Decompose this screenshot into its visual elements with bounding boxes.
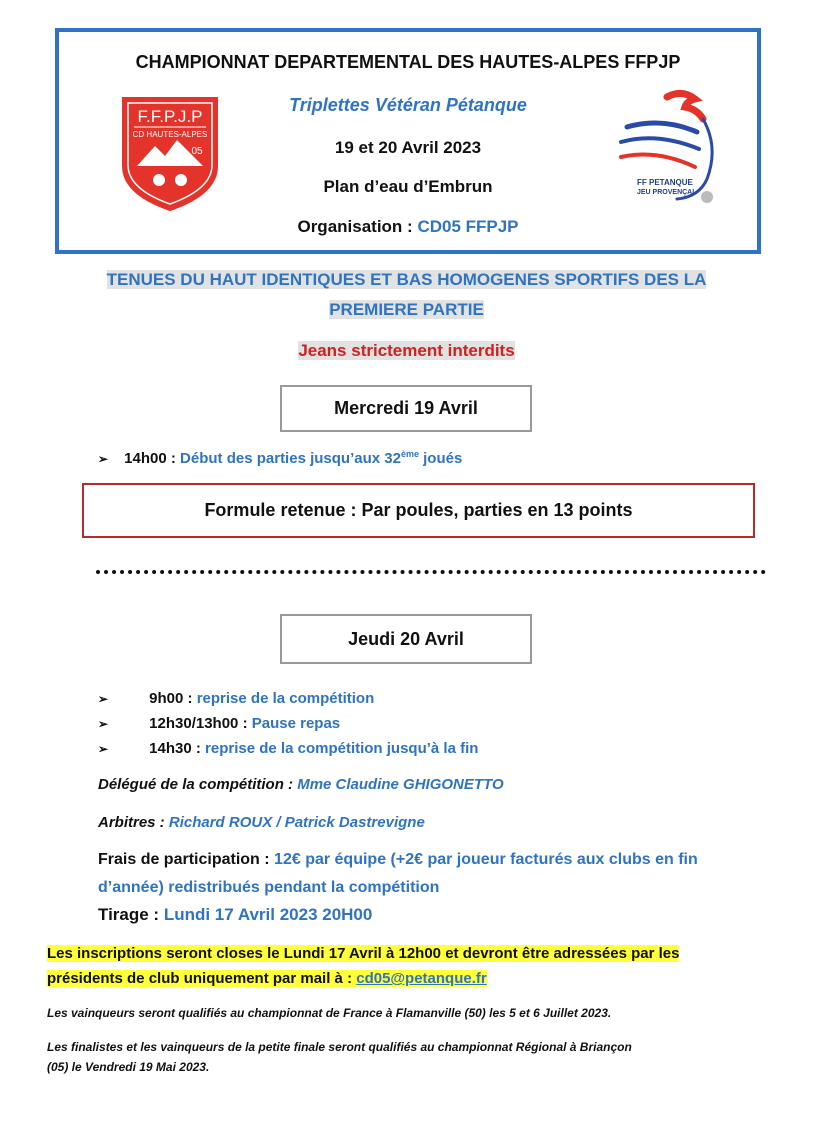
day1-title: Mercredi 19 Avril <box>280 385 532 432</box>
day2-title: Jeudi 20 Avril <box>280 614 532 664</box>
arrow-bullet-icon: ➢ <box>98 452 109 466</box>
ffpjp-logo <box>119 94 221 214</box>
dotted-separator <box>96 570 766 574</box>
formula-box: Formule retenue : Par poules, parties en 13 points <box>82 483 755 538</box>
delegate-value: Mme Claudine GHIGONETTO <box>297 776 504 793</box>
schedule-time: 14h00 : <box>124 450 176 467</box>
schedule-item <box>98 449 462 467</box>
fees-line1 <box>98 851 768 869</box>
organisation-value: CD05 FFPJP <box>417 217 519 236</box>
arrow-bullet-icon: ➢ <box>98 692 109 706</box>
competition-dates: 19 et 20 Avril 2023 <box>334 138 482 157</box>
arrow-bullet-icon: ➢ <box>98 717 109 731</box>
logo-right-line1: FF PETANQUE <box>637 178 693 187</box>
schedule-text: Pause repas <box>251 715 341 732</box>
registration-line1: Les inscriptions seront closes le Lundi 17 Avril à 12h00 et devront être adressées par les <box>47 945 680 962</box>
schedule-text-after: joués <box>418 450 463 467</box>
dress-code-line1: TENUES DU HAUT IDENTIQUES ET BAS HOMOGENES SPORTIFS DES LA <box>106 270 707 289</box>
arbitres <box>98 814 425 831</box>
jeans-warning: Jeans strictement interdits <box>298 341 515 360</box>
delegate-label: Délégué de la compétition : <box>98 776 294 793</box>
fees-value1: 12€ par équipe (+2€ par joueur facturés aux clubs en fin <box>274 851 698 868</box>
schedule-time: 9h00 : <box>149 690 193 707</box>
draw-label: Tirage : <box>98 905 160 924</box>
delegate <box>98 776 504 793</box>
registration-line2: présidents de club uniquement par mail à : cd05@petanque.fr <box>47 970 487 987</box>
schedule-text: reprise de la compétition <box>196 690 375 707</box>
page-title: CHAMPIONNAT DEPARTEMENTAL DES HAUTES-ALPES FFPJP <box>135 52 681 72</box>
schedule-sup: ème <box>400 449 419 459</box>
schedule-item <box>98 740 478 757</box>
organisation <box>59 217 757 237</box>
ff-petanque-rooster-logo <box>607 87 732 212</box>
arbitres-label: Arbitres : <box>98 814 165 831</box>
header-box <box>55 28 761 254</box>
competition-place: Plan d’eau d’Embrun <box>323 177 493 196</box>
logo-left-number: 05 <box>191 146 203 157</box>
logo-left-sub: CD HAUTES-ALPES <box>132 130 208 139</box>
fees-label: Frais de participation : <box>98 851 270 868</box>
qualification-line3: (05) le Vendredi 19 Mai 2023. <box>47 1060 210 1074</box>
draw-value: Lundi 17 Avril 2023 20H00 <box>163 905 373 924</box>
schedule-time: 14h30 : <box>149 740 201 757</box>
qualification-line2: Les finalistes et les vainqueurs de la petite finale seront qualifiés au championnat Régional à Briançon <box>47 1040 632 1054</box>
arrow-bullet-icon: ➢ <box>98 742 109 756</box>
draw <box>98 905 372 925</box>
organisation-label: Organisation : <box>297 217 413 236</box>
fees-line2: d’année) redistribués pendant la compétition <box>98 879 440 896</box>
registration-email-link[interactable]: cd05@petanque.fr <box>356 970 487 987</box>
dress-code-line2: PREMIERE PARTIE <box>329 300 484 319</box>
logo-left-main: F.F.P.J.P <box>137 107 203 126</box>
qualification-line1: Les vainqueurs seront qualifiés au championnat de France à Flamanville (50) les 5 et 6 Juillet 2023. <box>47 1006 612 1020</box>
competition-subtitle: Triplettes Vétéran Pétanque <box>289 95 527 115</box>
arbitres-value: Richard ROUX / Patrick Dastrevigne <box>168 814 425 831</box>
schedule-time: 12h30/13h00 : <box>149 715 248 732</box>
schedule-text: reprise de la compétition jusqu’à la fin <box>205 740 479 757</box>
schedule-item <box>98 715 340 732</box>
logo-right-line2: JEU PROVENÇAL <box>637 189 697 196</box>
schedule-item <box>98 690 374 707</box>
schedule-text: Début des parties jusqu’aux 32 <box>180 450 401 467</box>
